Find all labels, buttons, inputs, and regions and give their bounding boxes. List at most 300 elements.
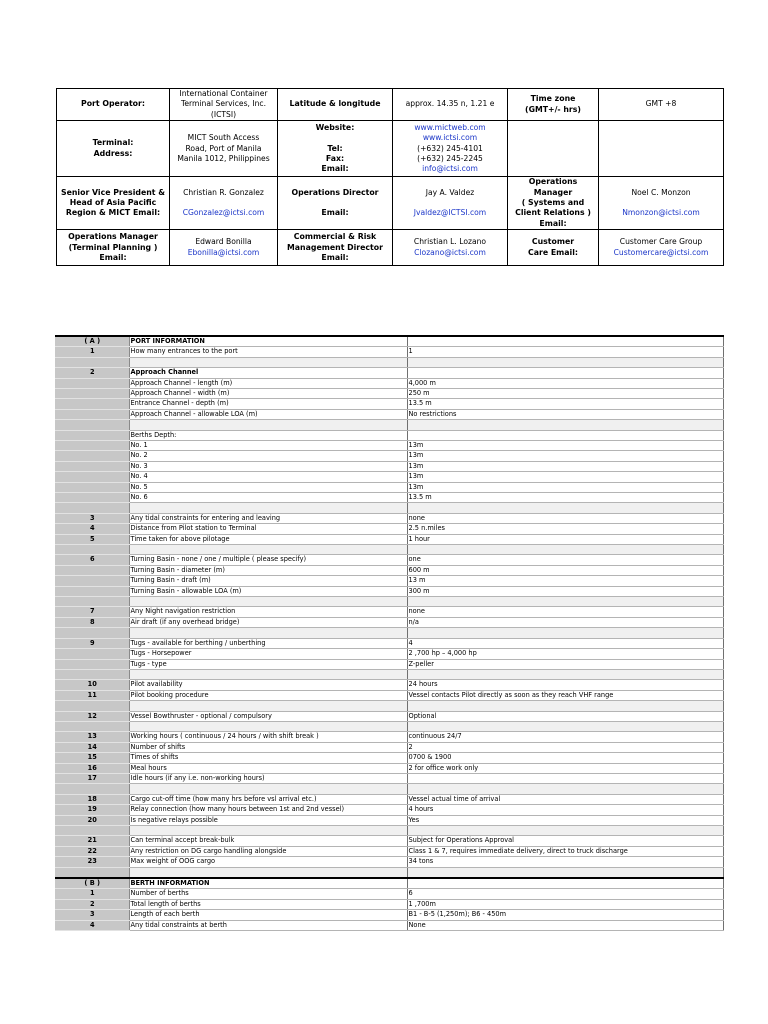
table-row (55, 347, 723, 357)
item-number: 2 (55, 368, 129, 378)
commercial-director-label (278, 230, 393, 266)
port-operator-value (170, 89, 278, 121)
text-line: Manila 1012, Philippines (177, 153, 270, 163)
item-value: n/a (407, 617, 723, 627)
item-number: 1 (55, 889, 129, 899)
table-row (55, 399, 723, 409)
item-number (55, 565, 129, 575)
item-number (55, 461, 129, 471)
table-row (55, 430, 723, 440)
info-email-link[interactable]: info@ictsi.com (422, 164, 478, 174)
item-value: 1 hour (407, 534, 723, 544)
text-line: Address: (93, 148, 133, 158)
item-number: 5 (55, 534, 129, 544)
item-description: How many entrances to the port (129, 347, 407, 357)
tel-value: (+632) 245-4101 (417, 143, 483, 153)
text-line: Road, Port of Manila (185, 143, 262, 153)
timezone-value: GMT +8 (599, 89, 724, 121)
item-number: 2 (55, 899, 129, 909)
item-value (407, 357, 723, 367)
item-value: 4 (407, 638, 723, 648)
text-line: Email: (539, 218, 567, 228)
questionnaire-body (55, 336, 723, 930)
text-line: Email: (321, 164, 349, 174)
item-value: 1 ,700m (407, 899, 723, 909)
item-value (407, 628, 723, 638)
item-number: 23 (55, 857, 129, 867)
item-number: 13 (55, 732, 129, 742)
item-value: 13m (407, 482, 723, 492)
item-number (55, 503, 129, 513)
item-number (55, 545, 129, 555)
text-line: Website: (315, 122, 355, 132)
port-questionnaire-table (55, 335, 724, 931)
table-row (55, 846, 723, 856)
table-row (55, 649, 723, 659)
item-description: No. 1 (129, 441, 407, 451)
item-number: 12 (55, 711, 129, 721)
item-number: 15 (55, 753, 129, 763)
spacer-row (55, 503, 723, 513)
ops-director-name: Jay A. Valdez (425, 187, 475, 197)
section-header-row (55, 878, 723, 889)
table-row (55, 680, 723, 690)
svp-name: Christian R. Gonzalez (183, 187, 264, 197)
text-line: Head of Asia Pacific (69, 198, 157, 208)
item-description: Any restriction on DG cargo handling alongside (129, 846, 407, 856)
item-description: Vessel Bowthruster - optional / compulsory (129, 711, 407, 721)
item-description (129, 420, 407, 430)
item-description: Number of shifts (129, 742, 407, 752)
item-number (55, 451, 129, 461)
item-value: 250 m (407, 389, 723, 399)
commercial-director-contact (393, 230, 508, 266)
item-description: Pilot availability (129, 680, 407, 690)
commercial-director-email-link[interactable]: Clozano@ictsi.com (414, 247, 486, 257)
item-number (55, 576, 129, 586)
table-row (55, 659, 723, 669)
item-number (55, 701, 129, 711)
table-row (55, 409, 723, 419)
item-number: ( B ) (55, 878, 129, 889)
item-description: Meal hours (129, 763, 407, 773)
item-number (55, 867, 129, 878)
item-number: ( A ) (55, 336, 129, 347)
item-description: Idle hours (if any i.e. non-working hours) (129, 773, 407, 783)
item-description: Cargo cut-off time (how many hrs before vsl arrival etc.) (129, 794, 407, 804)
item-description: Turning Basin - none / one / multiple ( please specify) (129, 555, 407, 565)
text-line: MICT South Access (187, 133, 260, 143)
item-value: Optional (407, 711, 723, 721)
item-description: Tugs - type (129, 659, 407, 669)
table-row (55, 836, 723, 846)
table-row (55, 378, 723, 388)
item-value: 2 (407, 742, 723, 752)
table-row (55, 910, 723, 920)
item-number (55, 409, 129, 419)
item-description (129, 628, 407, 638)
text-line: (ICTSI) (210, 109, 237, 119)
table-row (55, 493, 723, 503)
table-row (55, 565, 723, 575)
customer-care-contact (599, 230, 724, 266)
text-line: Terminal: (92, 138, 134, 148)
planning-manager-label (57, 230, 170, 266)
item-number (55, 482, 129, 492)
website-link-2[interactable]: www.ictsi.com (422, 133, 478, 143)
item-value: 13.5 m (407, 493, 723, 503)
item-value: Class 1 & 7, requires immediate delivery, direct to truck discharge (407, 846, 723, 856)
text-line: ( Systems and (521, 198, 585, 208)
ops-manager-name: Noel C. Monzon (631, 187, 691, 197)
item-value (407, 597, 723, 607)
planning-manager-email-link[interactable]: Ebonilla@ictsi.com (187, 247, 260, 257)
item-description (129, 669, 407, 679)
table-row (55, 555, 723, 565)
table-row (55, 472, 723, 482)
item-number (55, 430, 129, 440)
item-description: Any tidal constraints at berth (129, 920, 407, 930)
item-description: Is negative relays possible (129, 815, 407, 825)
table-row (55, 534, 723, 544)
text-line: Manager (533, 187, 573, 197)
item-value (407, 420, 723, 430)
item-value: Yes (407, 815, 723, 825)
item-value: Vessel actual time of arrival (407, 794, 723, 804)
table-row (55, 899, 723, 909)
item-description: PORT INFORMATION (129, 336, 407, 347)
item-value: Z-peller (407, 659, 723, 669)
item-value: 13m (407, 451, 723, 461)
item-description: Air draft (if any overhead bridge) (129, 617, 407, 627)
planning-manager-name: Edward Bonilla (195, 237, 252, 247)
table-row (55, 441, 723, 451)
item-description (129, 545, 407, 555)
item-number (55, 493, 129, 503)
table-row (55, 513, 723, 523)
empty-cell (599, 121, 724, 177)
item-number: 10 (55, 680, 129, 690)
item-number (55, 441, 129, 451)
contact-table (56, 88, 724, 266)
text-line: Region & MICT Email: (65, 208, 161, 218)
spacer-row (55, 867, 723, 878)
spacer-row (55, 784, 723, 794)
contact-channels-value (393, 121, 508, 177)
item-number: 21 (55, 836, 129, 846)
item-value: 2.5 n.miles (407, 524, 723, 534)
item-number (55, 357, 129, 367)
item-value: 2 ,700 hp – 4,000 hp (407, 649, 723, 659)
item-value (407, 701, 723, 711)
item-number (55, 628, 129, 638)
spacer-row (55, 669, 723, 679)
latlong-label: Latitude & longitude (278, 89, 393, 121)
item-description: Relay connection (how many hours between 1st and 2nd vessel) (129, 805, 407, 815)
item-description: Any tidal constraints for entering and leaving (129, 513, 407, 523)
item-number: 9 (55, 638, 129, 648)
ops-director-email-link[interactable]: Jvaldez@ICTSI.com (413, 208, 487, 218)
port-operator-label: Port Operator: (57, 89, 170, 121)
item-value (407, 878, 723, 889)
website-link-1[interactable]: www.mictweb.com (414, 122, 486, 132)
commercial-director-name: Christian L. Lozano (413, 237, 487, 247)
table-row (55, 889, 723, 899)
item-value: 13m (407, 441, 723, 451)
timezone-label (508, 89, 599, 121)
item-number: 22 (55, 846, 129, 856)
item-description (129, 721, 407, 731)
item-description: Time taken for above pilotage (129, 534, 407, 544)
text-line: Tel: (327, 143, 343, 153)
table-row (55, 732, 723, 742)
item-number (55, 721, 129, 731)
table-row (55, 753, 723, 763)
item-value: 13m (407, 461, 723, 471)
item-number: 4 (55, 524, 129, 534)
item-description: Length of each berth (129, 910, 407, 920)
svp-email-link[interactable]: CGonzalez@ictsi.com (182, 208, 265, 218)
item-number (55, 472, 129, 482)
item-description: Tugs - available for berthing / unberthing (129, 638, 407, 648)
spacer-row (55, 825, 723, 835)
spacer-row (55, 597, 723, 607)
item-description: Number of berths (129, 889, 407, 899)
spacer-row (55, 357, 723, 367)
spacer-row (55, 628, 723, 638)
text-line: Commercial & Risk (293, 232, 377, 242)
table-row (55, 815, 723, 825)
item-number: 4 (55, 920, 129, 930)
item-description: Max weight of OOG cargo (129, 857, 407, 867)
text-line: Terminal Services, Inc. (181, 99, 266, 109)
item-description: BERTH INFORMATION (129, 878, 407, 889)
item-description (129, 701, 407, 711)
item-description (129, 784, 407, 794)
table-row (55, 576, 723, 586)
table-row (55, 794, 723, 804)
item-value (407, 430, 723, 440)
customer-care-name: Customer Care Group (619, 237, 703, 247)
table-row (55, 586, 723, 596)
spacer-row (55, 701, 723, 711)
item-number (55, 586, 129, 596)
item-value (407, 784, 723, 794)
svp-label (57, 177, 170, 230)
table-row (55, 389, 723, 399)
item-number (55, 378, 129, 388)
latlong-value: approx. 14.35 n, 1.21 e (393, 89, 508, 121)
contact-channels-label (278, 121, 393, 177)
item-number (55, 825, 129, 835)
item-value: 2 for office work only (407, 763, 723, 773)
item-number: 17 (55, 773, 129, 783)
terminal-address-label (57, 121, 170, 177)
text-line: International Container (179, 89, 268, 98)
item-description (129, 503, 407, 513)
item-description: Approach Channel (129, 368, 407, 378)
customer-care-email-link[interactable]: Customercare@ictsi.com (613, 247, 709, 257)
item-number (55, 649, 129, 659)
item-value: Vessel contacts Pilot directly as soon as they reach VHF range (407, 690, 723, 700)
text-line: Operations Manager (68, 232, 158, 242)
item-number: 7 (55, 607, 129, 617)
text-line: Email: (99, 252, 127, 262)
item-description: Distance from Pilot station to Terminal (129, 524, 407, 534)
item-number: 11 (55, 690, 129, 700)
item-description: Turning Basin - diameter (m) (129, 565, 407, 575)
item-number (55, 389, 129, 399)
item-number: 6 (55, 555, 129, 565)
ops-manager-contact (599, 177, 724, 230)
table-row (55, 461, 723, 471)
table-row (55, 773, 723, 783)
item-value: No restrictions (407, 409, 723, 419)
text-line: Time zone (530, 94, 576, 104)
table-row (55, 451, 723, 461)
item-value (407, 867, 723, 878)
table-row (55, 638, 723, 648)
item-description (129, 357, 407, 367)
item-value: 300 m (407, 586, 723, 596)
svp-contact (170, 177, 278, 230)
section-header-row (55, 336, 723, 347)
table-row (55, 368, 723, 378)
item-description: Tugs - Horsepower (129, 649, 407, 659)
table-row (55, 482, 723, 492)
text-line: Care Email: (527, 247, 578, 257)
item-value (407, 368, 723, 378)
ops-director-contact (393, 177, 508, 230)
fax-value: (+632) 245-2245 (417, 153, 483, 163)
item-number: 16 (55, 763, 129, 773)
table-row (55, 742, 723, 752)
item-description: Pilot booking procedure (129, 690, 407, 700)
item-description: No. 6 (129, 493, 407, 503)
item-value: one (407, 555, 723, 565)
item-number: 1 (55, 347, 129, 357)
item-number: 18 (55, 794, 129, 804)
item-number: 19 (55, 805, 129, 815)
item-value (407, 503, 723, 513)
item-value: 13 m (407, 576, 723, 586)
text-line: (GMT+/- hrs) (525, 104, 581, 114)
item-number (55, 784, 129, 794)
item-value: 6 (407, 889, 723, 899)
text-line: (Terminal Planning ) (68, 242, 158, 252)
item-description: Working hours ( continuous / 24 hours / with shift break ) (129, 732, 407, 742)
item-value: 0700 & 1900 (407, 753, 723, 763)
spacer-row (55, 420, 723, 430)
text-line: Client Relations ) (515, 208, 591, 218)
item-number (55, 420, 129, 430)
item-value: none (407, 607, 723, 617)
item-number: 14 (55, 742, 129, 752)
item-description: Approach Channel - length (m) (129, 378, 407, 388)
item-number (55, 597, 129, 607)
item-number: 3 (55, 513, 129, 523)
item-description: No. 4 (129, 472, 407, 482)
text-line (280, 133, 390, 143)
table-row (55, 607, 723, 617)
item-value (407, 336, 723, 347)
item-value: 13.5 m (407, 399, 723, 409)
ops-manager-label (508, 177, 599, 230)
item-value (407, 773, 723, 783)
item-description: No. 2 (129, 451, 407, 461)
item-value: 1 (407, 347, 723, 357)
item-description: Can terminal accept break-bulk (129, 836, 407, 846)
item-number: 3 (55, 910, 129, 920)
item-value: 600 m (407, 565, 723, 575)
item-description: Turning Basin - draft (m) (129, 576, 407, 586)
item-value: none (407, 513, 723, 523)
text-line: Management Director (287, 242, 383, 252)
item-description: No. 3 (129, 461, 407, 471)
text-line: Fax: (325, 153, 345, 163)
customer-care-label (508, 230, 599, 266)
item-value (407, 669, 723, 679)
terminal-address-value (170, 121, 278, 177)
empty-cell (508, 121, 599, 177)
item-description (129, 597, 407, 607)
item-description: Times of shifts (129, 753, 407, 763)
item-value: Subject for Operations Approval (407, 836, 723, 846)
text-line: Operations (528, 177, 578, 187)
item-description: Berths Depth: (129, 430, 407, 440)
table-row (55, 524, 723, 534)
item-description: Entrance Channel - depth (m) (129, 399, 407, 409)
item-description: Approach Channel - width (m) (129, 389, 407, 399)
item-description: No. 5 (129, 482, 407, 492)
item-description: Turning Basin - allowable LOA (m) (129, 586, 407, 596)
item-description (129, 867, 407, 878)
table-row (55, 690, 723, 700)
spacer-row (55, 545, 723, 555)
text-line: Email: (321, 252, 349, 262)
item-description (129, 825, 407, 835)
table-row (55, 617, 723, 627)
item-description: Total length of berths (129, 899, 407, 909)
ops-director-label: Operations Director Email: (278, 177, 393, 230)
ops-manager-email-link[interactable]: Nmonzon@ictsi.com (622, 208, 700, 218)
table-row (55, 857, 723, 867)
table-row (55, 711, 723, 721)
item-value: continuous 24/7 (407, 732, 723, 742)
item-value (407, 545, 723, 555)
table-row (55, 805, 723, 815)
item-description: Any Night navigation restriction (129, 607, 407, 617)
text-line: Senior Vice President & (60, 187, 166, 197)
table-row (55, 920, 723, 930)
item-number: 8 (55, 617, 129, 627)
item-value (407, 721, 723, 731)
item-value: B1 - B-5 (1,250m); B6 - 450m (407, 910, 723, 920)
text-line: Customer (531, 237, 575, 247)
item-value: None (407, 920, 723, 930)
item-value: 34 tons (407, 857, 723, 867)
item-value: 4 hours (407, 805, 723, 815)
item-number (55, 659, 129, 669)
planning-manager-contact (170, 230, 278, 266)
item-value: 24 hours (407, 680, 723, 690)
item-value: 4,000 m (407, 378, 723, 388)
item-number: 20 (55, 815, 129, 825)
spacer-row (55, 721, 723, 731)
item-value (407, 825, 723, 835)
item-value: 13m (407, 472, 723, 482)
item-number (55, 669, 129, 679)
